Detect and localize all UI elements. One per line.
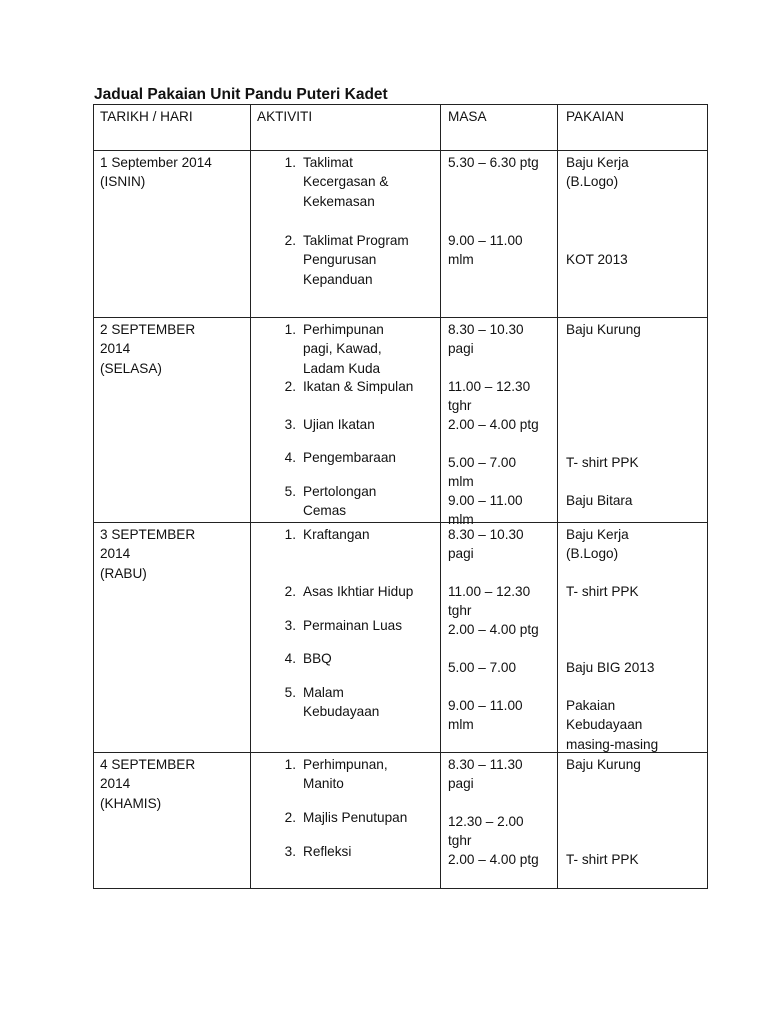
activity-text	[303, 842, 428, 861]
attire-line: Baju Kerja	[566, 527, 629, 542]
header-tarikh: TARIKH / HARI	[94, 105, 251, 151]
activity-line: Pengurusan	[303, 252, 377, 268]
activity-line: Malam	[303, 685, 344, 700]
date-cell	[94, 753, 251, 889]
time-line: mlm	[448, 512, 474, 528]
date-line: 4 SEPTEMBER	[100, 757, 196, 772]
time-line: pagi	[448, 546, 474, 562]
attire-list	[566, 755, 701, 887]
activity-number: 2.	[284, 233, 296, 248]
schedule-table	[93, 104, 708, 889]
time-list	[448, 525, 551, 751]
time-entry	[448, 453, 516, 492]
time-entry	[448, 320, 524, 359]
activities-cell	[251, 753, 441, 889]
attire-entry	[566, 453, 639, 472]
activities-cell	[251, 151, 441, 318]
attire-list	[566, 153, 701, 316]
activity-number: 1.	[284, 527, 296, 542]
date-line: 1 September 2014	[100, 155, 212, 170]
time-line: 5.00 – 7.00	[448, 455, 517, 470]
attire-entry	[566, 525, 629, 564]
attire-entry	[566, 250, 628, 269]
time-entry	[448, 377, 530, 416]
time-entry	[448, 658, 516, 677]
activities-list	[251, 320, 434, 521]
activity-text	[303, 377, 428, 396]
activities-list	[251, 755, 434, 887]
attire-cell	[558, 523, 708, 753]
attire-line: Baju Kurung	[566, 757, 641, 772]
activity-line: Pertolongan	[303, 484, 377, 499]
activity-line: Perhimpunan,	[303, 757, 388, 772]
activity-line: Ikatan & Simpulan	[303, 379, 414, 394]
attire-entry	[566, 582, 639, 601]
activity-number: 4.	[284, 651, 296, 666]
activities-cell	[251, 523, 441, 753]
date-cell	[94, 523, 251, 753]
activity-text	[303, 153, 428, 211]
activity-text	[303, 755, 428, 794]
activity-text	[303, 525, 428, 544]
activity-number: 1.	[284, 322, 296, 337]
time-entry	[448, 525, 524, 564]
time-line: 11.00 – 12.30	[448, 379, 531, 394]
table-row	[94, 151, 708, 318]
activity-line: BBQ	[303, 651, 332, 666]
attire-line: Baju Kurung	[566, 322, 641, 337]
activity-line: Kebudayaan	[303, 704, 380, 720]
attire-list	[566, 525, 701, 751]
header-aktiviti: AKTIVITI	[251, 105, 441, 151]
attire-cell	[558, 753, 708, 889]
time-line: 11.00 – 12.30	[448, 584, 531, 599]
attire-line: Kebudayaan	[566, 717, 643, 733]
table-row	[94, 318, 708, 523]
activity-line: Ladam Kuda	[303, 360, 381, 376]
document-title: Jadual Pakaian Unit Pandu Puteri Kadet	[94, 86, 388, 103]
activity-line: Kraftangan	[303, 527, 370, 542]
attire-entry	[566, 696, 658, 754]
time-line: 9.00 – 11.00	[448, 493, 523, 508]
time-entry	[448, 850, 539, 869]
time-line: 9.00 – 11.00	[448, 233, 523, 248]
activity-text	[303, 482, 428, 521]
time-entry	[448, 415, 539, 434]
time-cell	[441, 151, 558, 318]
activity-text	[303, 616, 428, 635]
date-line: (SELASA)	[100, 360, 162, 376]
date-cell	[94, 151, 251, 318]
time-line: 5.00 – 7.00	[448, 660, 517, 675]
activity-line: Kepanduan	[303, 271, 373, 287]
attire-line: T- shirt PPK	[566, 455, 639, 470]
header-pakaian: PAKAIAN	[558, 105, 708, 151]
activity-line: Refleksi	[303, 844, 352, 859]
attire-entry	[566, 755, 641, 774]
time-list	[448, 153, 551, 316]
activity-line: pagi, Kawad,	[303, 341, 382, 357]
activity-line: Permainan Luas	[303, 618, 402, 633]
date-line: 2014	[100, 546, 131, 562]
activity-number: 3.	[284, 618, 296, 633]
time-entry	[448, 620, 539, 639]
time-entry	[448, 153, 539, 172]
time-entry	[448, 696, 523, 735]
time-entry	[448, 812, 524, 851]
attire-line: Pakaian	[566, 698, 616, 713]
activity-text	[303, 448, 428, 467]
header-masa: MASA	[441, 105, 558, 151]
time-line: pagi	[448, 776, 474, 792]
activity-line: Asas Ikhtiar Hidup	[303, 584, 414, 599]
time-line: 12.30 – 2.00	[448, 814, 524, 829]
time-line: tghr	[448, 398, 472, 414]
time-line: 8.30 – 10.30	[448, 322, 524, 337]
activities-list	[251, 153, 434, 316]
activities-list	[251, 525, 434, 751]
activity-text	[303, 415, 428, 434]
activity-line: Manito	[303, 776, 344, 792]
time-line: pagi	[448, 341, 474, 357]
time-line: 2.00 – 4.00 ptg	[448, 417, 539, 432]
activity-number: 2.	[284, 584, 296, 599]
date-line: (ISNIN)	[100, 174, 146, 190]
table-row	[94, 753, 708, 889]
activity-line: Cemas	[303, 503, 347, 519]
activity-text	[303, 582, 428, 601]
activity-text	[303, 320, 428, 378]
time-entry	[448, 231, 523, 270]
activity-number: 3.	[284, 844, 296, 859]
activity-line: Taklimat Program	[303, 233, 409, 248]
activity-line: Ujian Ikatan	[303, 417, 375, 432]
time-line: mlm	[448, 252, 474, 268]
activity-text	[303, 683, 428, 722]
activity-line: Kecergasan &	[303, 174, 389, 190]
activity-number: 1.	[284, 757, 296, 772]
time-line: 9.00 – 11.00	[448, 698, 523, 713]
time-line: mlm	[448, 717, 474, 733]
attire-line: (B.Logo)	[566, 174, 619, 190]
activity-number: 2.	[284, 810, 296, 825]
attire-line: T- shirt PPK	[566, 852, 639, 867]
activity-text	[303, 231, 428, 289]
attire-entry	[566, 320, 641, 339]
time-entry	[448, 582, 530, 621]
date-line: 3 SEPTEMBER	[100, 527, 196, 542]
activity-line: Pengembaraan	[303, 450, 396, 465]
time-cell	[441, 753, 558, 889]
date-line: 2 SEPTEMBER	[100, 322, 196, 337]
activity-line: Majlis Penutupan	[303, 810, 408, 825]
time-entry	[448, 491, 523, 530]
attire-line: Baju Bitara	[566, 493, 633, 508]
activity-number: 5.	[284, 484, 296, 499]
header-row	[94, 105, 708, 151]
attire-line: KOT 2013	[566, 252, 628, 267]
time-list	[448, 755, 551, 887]
table-row	[94, 523, 708, 753]
attire-line: (B.Logo)	[566, 546, 619, 562]
attire-line: Baju Kerja	[566, 155, 629, 170]
activity-text	[303, 808, 428, 827]
attire-cell	[558, 318, 708, 523]
time-line: 8.30 – 11.30	[448, 757, 523, 772]
time-entry	[448, 755, 523, 794]
attire-entry	[566, 491, 633, 510]
activity-number: 2.	[284, 379, 296, 394]
time-line: mlm	[448, 474, 474, 490]
time-line: tghr	[448, 603, 472, 619]
activity-text	[303, 649, 428, 668]
date-line: 2014	[100, 776, 131, 792]
activity-number: 3.	[284, 417, 296, 432]
attire-entry	[566, 850, 639, 869]
activity-line: Kekemasan	[303, 193, 375, 209]
date-cell	[94, 318, 251, 523]
date-line: (KHAMIS)	[100, 795, 162, 811]
time-line: 2.00 – 4.00 ptg	[448, 852, 539, 867]
time-cell	[441, 523, 558, 753]
time-line: tghr	[448, 833, 472, 849]
activity-number: 1.	[284, 155, 296, 170]
date-line: (RABU)	[100, 565, 147, 581]
attire-cell	[558, 151, 708, 318]
time-cell	[441, 318, 558, 528]
activity-line: Perhimpunan	[303, 322, 384, 337]
activity-number: 4.	[284, 450, 296, 465]
attire-entry	[566, 153, 629, 192]
attire-list	[566, 320, 701, 521]
attire-line: Baju BIG 2013	[566, 660, 655, 675]
attire-entry	[566, 658, 654, 677]
time-line: 5.30 – 6.30 ptg	[448, 155, 539, 170]
activity-line: Taklimat	[303, 155, 353, 170]
activities-cell	[251, 318, 441, 523]
date-line: 2014	[100, 341, 131, 357]
attire-line: masing-masing	[566, 736, 659, 752]
attire-line: T- shirt PPK	[566, 584, 639, 599]
time-list	[448, 320, 551, 528]
time-line: 8.30 – 10.30	[448, 527, 524, 542]
activity-number: 5.	[284, 685, 296, 700]
time-line: 2.00 – 4.00 ptg	[448, 622, 539, 637]
